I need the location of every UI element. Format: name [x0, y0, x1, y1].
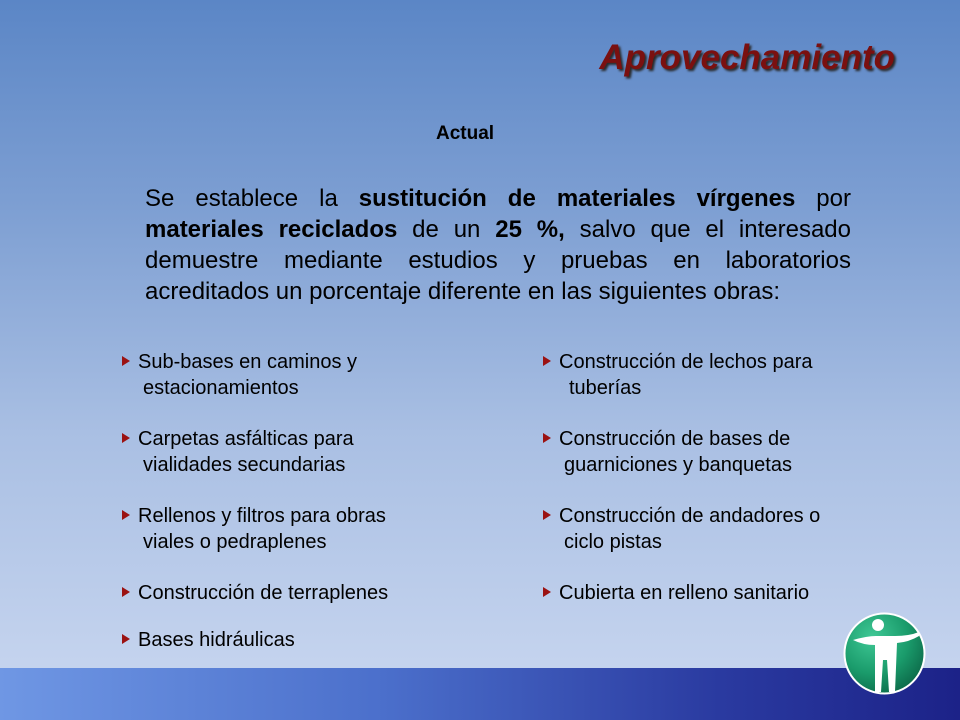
- list-item-line: Bases hidráulicas: [138, 629, 295, 651]
- arrow-bullet-icon: [543, 510, 551, 520]
- arrow-bullet-icon: [543, 433, 551, 443]
- list-item: [122, 580, 502, 606]
- intro-paragraph: [145, 183, 851, 307]
- paragraph-text-2: por: [795, 185, 851, 212]
- paragraph-bold-3: 25 %,: [495, 216, 565, 243]
- list-item-line: tuberías: [569, 377, 642, 399]
- paragraph-text-4: salvo que el interesado demuestre mediante estudios y pruebas en laboratorios acreditados un porcentaje diferente en las siguientes obras:: [145, 216, 851, 305]
- arrow-bullet-icon: [122, 433, 130, 443]
- list-item-line: Construcción de bases de: [559, 428, 791, 450]
- footer-bar: [0, 668, 960, 720]
- right-bullet-list: [543, 349, 923, 631]
- list-item-line: viales o pedraplenes: [143, 531, 327, 553]
- list-item-line: Carpetas asfálticas para: [138, 428, 354, 450]
- arrow-bullet-icon: [543, 587, 551, 597]
- list-item-line: Construcción de andadores o: [559, 505, 821, 527]
- arrow-bullet-icon: [122, 634, 130, 644]
- paragraph-bold-1: sustitución de materiales vírgenes: [358, 185, 796, 212]
- list-item: [543, 580, 923, 606]
- human-figure-logo-icon: [843, 612, 926, 695]
- section-subtitle: Actual: [436, 123, 495, 144]
- list-item-line: guarniciones y banquetas: [564, 454, 792, 476]
- list-item-line: Construcción de terraplenes: [138, 582, 389, 604]
- list-item-line: vialidades secundarias: [143, 454, 346, 476]
- list-item: [122, 627, 502, 653]
- list-item: [122, 503, 502, 555]
- list-item-line: ciclo pistas: [564, 531, 662, 553]
- list-item-line: estacionamientos: [143, 377, 299, 399]
- left-bullet-list: [122, 349, 502, 678]
- paragraph-text-1: Se establece la: [145, 185, 359, 212]
- arrow-bullet-icon: [543, 356, 551, 366]
- list-item-line: Cubierta en relleno sanitario: [559, 582, 810, 604]
- slide-title: Aprovechamiento: [599, 38, 895, 77]
- list-item: [543, 503, 923, 555]
- list-item: [543, 426, 923, 478]
- list-item-line: Construcción de lechos para: [559, 351, 813, 373]
- paragraph-bold-2: materiales reciclados: [145, 216, 398, 243]
- list-item-line: Rellenos y filtros para obras: [138, 505, 386, 527]
- list-item-line: Sub-bases en caminos y: [138, 351, 358, 373]
- list-item: [122, 349, 502, 401]
- list-item: [543, 349, 923, 401]
- arrow-bullet-icon: [122, 587, 130, 597]
- arrow-bullet-icon: [122, 356, 130, 366]
- paragraph-text-3: de un: [397, 216, 496, 243]
- arrow-bullet-icon: [122, 510, 130, 520]
- list-item: [122, 426, 502, 478]
